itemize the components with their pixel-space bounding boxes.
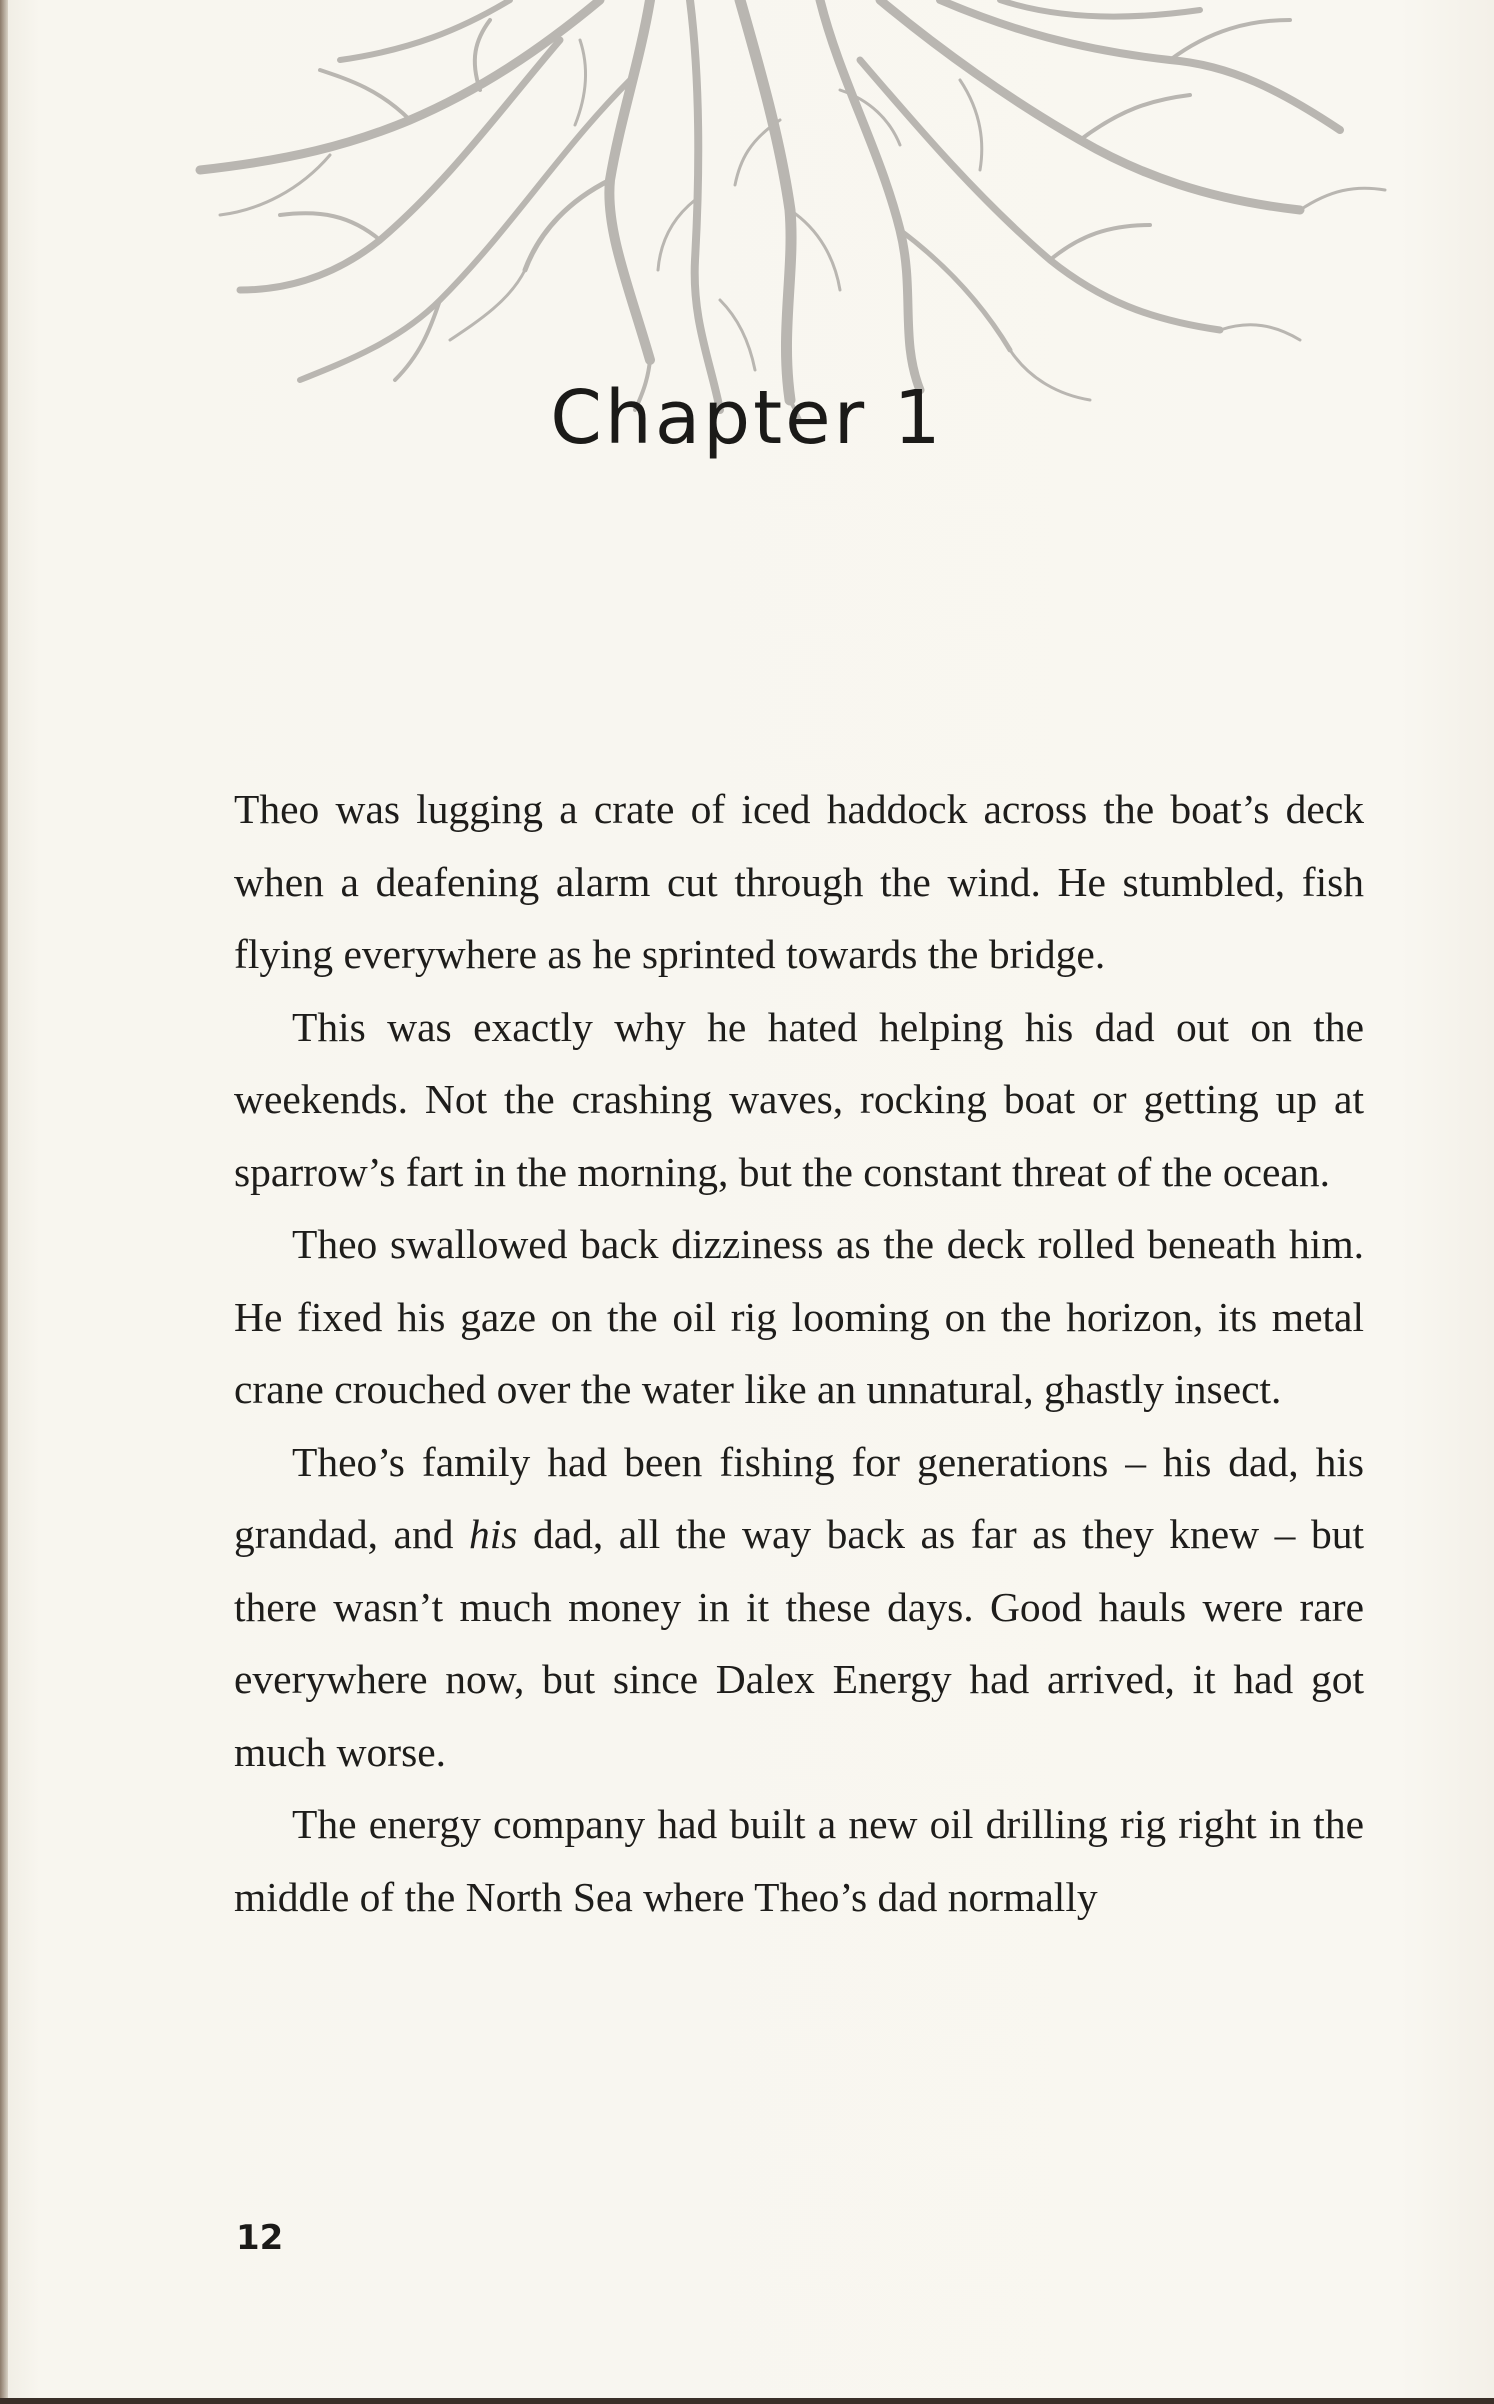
paragraph: Theo was lugging a crate of iced haddock across the boat’s deck when a deafening alarm cut through the wind. He stumbled, fish flying everywhere as he sprinted towards the bridge. [234, 786, 1364, 977]
binding-edge [0, 0, 8, 2404]
chapter-body [234, 773, 1364, 1933]
paragraph: The energy company had built a new oil drilling rig right in the middle of the North Sea where Theo’s dad normally [234, 1801, 1364, 1920]
paragraph-text: dad, all the way back as far as they knew – but there wasn’t much money in it these days. Good hauls were rare everywhere now, but since Dalex Energy had arrived, it had got much worse. [234, 1511, 1364, 1775]
paragraph: This was exactly why he hated helping his dad out on the weekends. Not the crashing waves, rocking boat or getting up at sparrow’s fart in the morning, but the constant threat of the ocean. [234, 1003, 1364, 1195]
emphasized-word: his [469, 1511, 518, 1557]
paragraph [234, 1426, 1364, 1789]
page-bottom-edge [0, 2398, 1494, 2404]
paragraph-text: Theo’s family had been fishing for generations – his dad, his grandad, and [234, 1438, 1364, 1557]
page-number: 12 [236, 2218, 284, 2258]
roots-illustration-icon [180, 0, 1440, 420]
chapter-title: Chapter 1 [550, 375, 944, 461]
paragraph: Theo swallowed back dizziness as the deck rolled beneath him. He fixed his gaze on the oil rig looming on the horizon, its metal crane crouched over the water like an unnatural, ghastly insect. [234, 1221, 1364, 1412]
